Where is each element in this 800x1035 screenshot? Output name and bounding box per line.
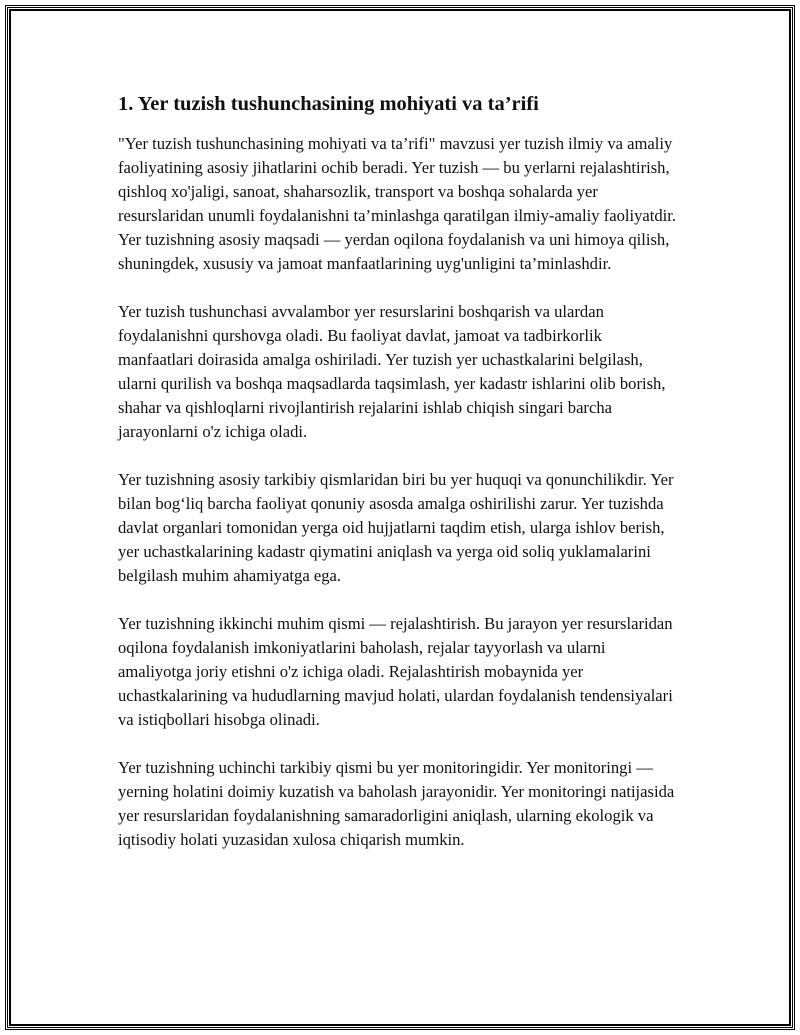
document-title: 1. Yer tuzish tushunchasining mohiyati va ta’rifi <box>118 93 539 115</box>
document-body <box>118 90 678 876</box>
paragraph-intro: "Yer tuzish tushunchasining mohiyati va ta’rifi" mavzusi yer tuzish ilmiy va amaliy faoliyatining asosiy jihatlarini ochib beradi. Yer tuzish — bu yerlarni rejalashtirish, qishloq xo'jaligi, sanoat, shaharsozlik, transport va boshqa sohalarda yer resurslaridan unumli foydalanishni ta’minlashga qaratilgan ilmiy-amaliy faoliyatdir. Yer tuzishning asosiy maqsadi — yerdan oqilona foydalanish va uni himoya qilish, shuningdek, xususiy va jamoat manfaatlarining uyg'unligini ta’minlashdir. <box>118 134 677 273</box>
paragraph-concept: Yer tuzish tushunchasi avvalambor yer resurslarini boshqarish va ulardan foydalanishni qurshovga oladi. Bu faoliyat davlat, jamoat va tadbirkorlik manfaatlari doirasida amalga oshiriladi. Yer tuzish yer uchastkalarini belgilash, ularni qurilish va boshqa maqsadlarda taqsimlash, yer kadastr ishlarini olib borish, shahar va qishloqlarni rivojlantirish rejalarini ishlab chiqish singari barcha jarayonlarni o'z ichiga oladi. <box>118 302 666 441</box>
paragraph-planning: Yer tuzishning ikkinchi muhim qismi — rejalashtirish. Bu jarayon yer resurslaridan oqilona foydalanish imkoniyatlarini baholash, rejalar tayyorlash va ularni amaliyotga joriy etishni o'z ichiga oladi. Rejalashtirish mobaynida yer uchastkalarining va hududlarning mavjud holati, ulardan foydalanish tendensiyalari va istiqbollari hisobga olinadi. <box>118 614 673 729</box>
paragraph-land-law: Yer tuzishning asosiy tarkibiy qismlaridan biri bu yer huquqi va qonunchilikdir. Yer bilan bog‘liq barcha faoliyat qonuniy asosda amalga oshirilishi zarur. Yer tuzishda davlat organlari tomonidan yerga oid hujjatlarni taqdim etish, ularga ishlov berish, yer uchastkalarining kadastr qiymatini aniqlash va yerga oid soliq yuklamalarini belgilash muhim ahamiyatga ega. <box>118 470 674 585</box>
paragraph-monitoring: Yer tuzishning uchinchi tarkibiy qismi bu yer monitoringidir. Yer monitoringi — yerning holatini doimiy kuzatish va baholash jarayonidir. Yer monitoringi natijasida yer resurslaridan foydalanishning samaradorligini aniqlash, ularning ekologik va iqtisodiy holati yuzasidan xulosa chiqarish mumkin. <box>118 758 675 849</box>
